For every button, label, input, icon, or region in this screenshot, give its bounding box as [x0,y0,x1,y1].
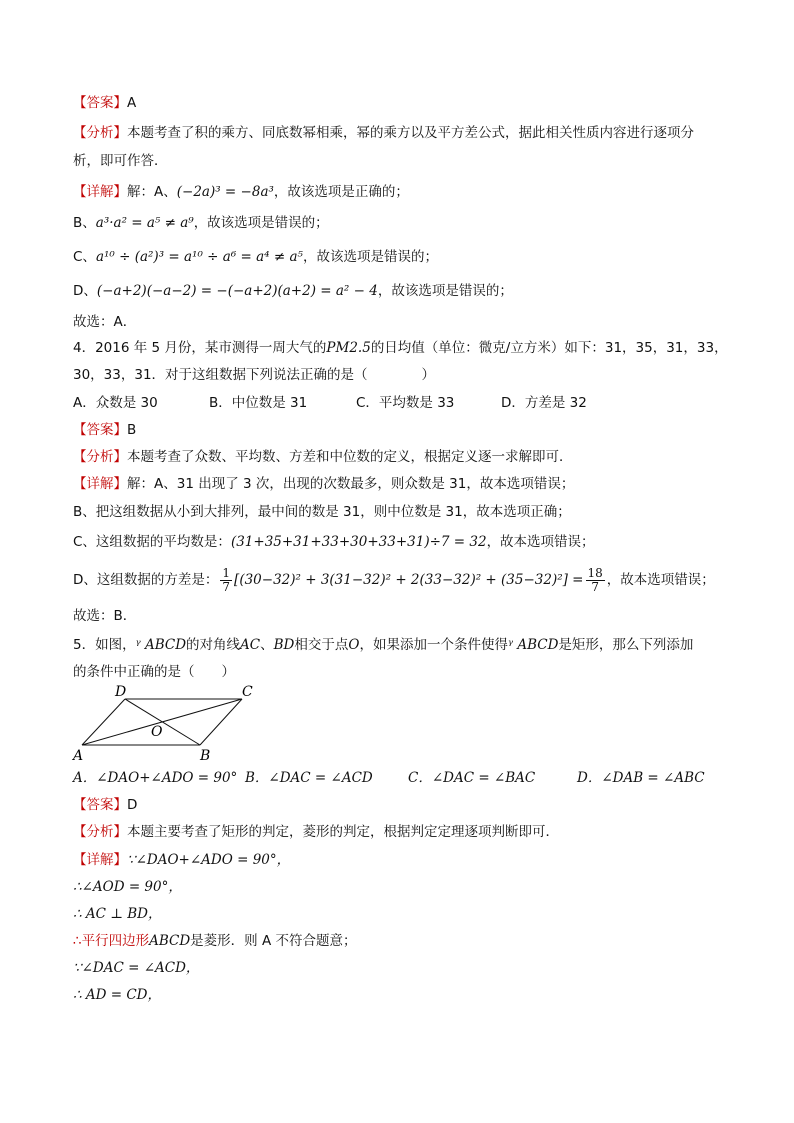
q5-detail-2: ∴∠AOD = 90°， [73,879,182,895]
q5-detail-4 [73,932,357,950]
q3-answer-line [73,94,136,112]
q5-option-a: A．∠DAO+∠ADO = 90° [73,770,238,786]
q4-stem-text: 4．2016 年 5 月份，某市测得一周大气的 [73,340,327,356]
q4-stem-line-1 [73,339,728,357]
q4-option-c: C．平均数是 33 [356,395,455,411]
detail-a-text: 解：A、31 出现了 3 次，出现的次数最多，则众数是 31，故本选项错误； [127,476,575,492]
detail-b-prefix: B、 [73,215,96,231]
detail-c-prefix: C、这组数据的平均数是： [73,534,231,550]
q5-detail-3: ∴ AC ⊥ BD， [73,906,162,922]
detail-c-math: a¹⁰ ÷ (a²)³ = a¹⁰ ÷ a⁶ = a⁴ ≠ a⁵ [95,249,303,265]
q5-parallelogram: ᵞ ABCD [135,637,187,653]
answer-tag: 【答案】 [73,95,127,111]
q4-stem-pm: PM2.5 [326,340,371,356]
frac-den: 7 [222,579,231,594]
q5-option-d: D．∠DAB = ∠ABC [577,770,705,786]
side-da [82,699,125,745]
q4-stem-text-2: 的日均值（单位：微克/立方米）如下：31，35，31，33， [370,340,728,356]
detail-b-suffix: ，故该选项是错误的； [193,215,329,231]
q5-analysis-line [73,823,559,841]
q3-analysis-line-2 [73,152,168,170]
q3-analysis-line [73,124,694,142]
detail-4-text-2: 是菱形．则 A 不符合题意； [190,933,357,949]
detail-b-math: a³·a² = a⁵ ≠ a⁹ [95,215,194,231]
detail-a-suffix: ，故该选项是正确的； [273,184,409,200]
detail-step-1: ∵∠DAO+∠ADO = 90°， [127,852,291,868]
q3-detail-a [73,183,409,201]
q5-stem-text-2: 的对角线 [186,637,241,653]
q4-option-d: D．方差是 32 [501,395,587,411]
q4-choose: 故选：B． [73,608,137,624]
q4-detail-c [73,533,595,551]
q5-stem-text-4: ，如果添加一个条件使得 [359,637,508,653]
label-a: A [73,748,84,764]
detail-4-text: ∴平行四边形 [73,933,150,949]
q4-option-a: A．众数是 30 [73,395,158,411]
label-d: D [115,684,127,700]
answer-tag: 【答案】 [73,797,127,813]
detail-a-prefix: 解：A、 [127,184,177,200]
q5-sep: 、 [260,637,274,653]
q4-detail-b: B、把这组数据从小到大排列，最中间的数是 31，则中位数是 31，故本选项正确； [73,504,571,520]
q4-option-b: B．中位数是 31 [209,395,308,411]
q5-point-o: O [348,637,360,653]
detail-c-suffix: ，故该选项是错误的； [302,249,438,265]
analysis-text: 本题主要考查了矩形的判定，菱形的判定，根据判定定理逐项判断即可． [127,824,559,840]
label-o: O [151,724,163,740]
detail-4-math: ABCD [149,933,191,949]
q5-stem-text-5: 是矩形，那么下列添加 [558,637,694,653]
q4-answer-line [73,421,136,439]
q5-option-b: B．∠DAC = ∠ACD [245,770,373,786]
parallelogram-figure [70,684,270,766]
analysis-text-cont: 析，即可作答． [73,153,168,169]
analysis-tag: 【分析】 [73,125,127,141]
frac-den: 7 [591,579,599,594]
q5-answer-line [73,796,137,814]
detail-c-math: (31+35+31+33+30+33+31)÷7 = 32 [230,534,487,550]
detail-tag: 【详解】 [73,476,127,492]
q5-stem-text-3: 相交于点 [294,637,349,653]
detail-c-prefix: C、 [73,249,96,265]
detail-d-math: [(30−32)² + 3(31−32)² + 2(33−32)² + (35−32)²] = [234,572,584,588]
answer-value: A [127,95,137,111]
detail-d-prefix: D、 [73,283,97,299]
side-bc [200,699,242,745]
answer-value: D [127,797,138,813]
detail-d-prefix: D、这组数据的方差是： [73,572,219,588]
q5-bd: BD [273,637,295,653]
detail-c-suffix: ，故本选项错误； [486,534,595,550]
analysis-text: 本题考查了积的乘方、同底数幂相乘，幂的乘方以及平方差公式，据此相关性质内容进行逐项分 [127,125,694,141]
q5-detail-6: ∴ AD = CD， [73,987,162,1003]
q5-parallelogram-2: ᵞ ABCD [507,637,559,653]
q5-stem-line-1 [73,636,693,654]
analysis-tag: 【分析】 [73,449,127,465]
analysis-text: 本题考查了众数、平均数、方差和中位数的定义，根据定义逐一求解即可． [127,449,573,465]
q5-detail-1 [73,851,290,869]
fraction-result [586,567,605,594]
label-b: B [200,748,211,764]
q3-detail-c [73,248,438,266]
q5-option-c: C．∠DAC = ∠BAC [408,770,536,786]
q3-detail-b [73,214,329,232]
frac-num: 1 [222,565,231,580]
fraction-one-seventh [220,567,232,594]
frac-num: 18 [587,565,603,580]
q5-stem-text: 5．如图， [73,637,136,653]
q3-choose: 故选：A． [73,314,137,330]
detail-d-suffix: ，故该选项是错误的； [377,283,513,299]
detail-tag: 【详解】 [73,852,127,868]
detail-a-math: (−2a)³ = −8a³ [176,184,274,200]
q4-analysis-line [73,448,573,466]
q3-detail-d [73,282,513,300]
q4-detail-d [73,565,715,595]
q5-detail-5: ∵∠DAC = ∠ACD， [73,960,200,976]
detail-d-math: (−a+2)(−a−2) = −(−a+2)(a+2) = a² − 4 [96,283,378,299]
q4-stem-line-2: 30，33，31．对于这组数据下列说法正确的是（ ） [73,367,436,383]
detail-tag: 【详解】 [73,184,127,200]
analysis-tag: 【分析】 [73,824,127,840]
answer-tag: 【答案】 [73,422,127,438]
answer-value: B [127,422,137,438]
q4-detail-a [73,475,574,493]
q5-ac: AC [240,637,261,653]
label-c: C [242,684,253,700]
q5-stem-line-2: 的条件中正确的是（ ） [73,664,235,680]
diagonal-bd [125,699,200,745]
detail-d-suffix: ，故本选项错误； [606,572,715,588]
